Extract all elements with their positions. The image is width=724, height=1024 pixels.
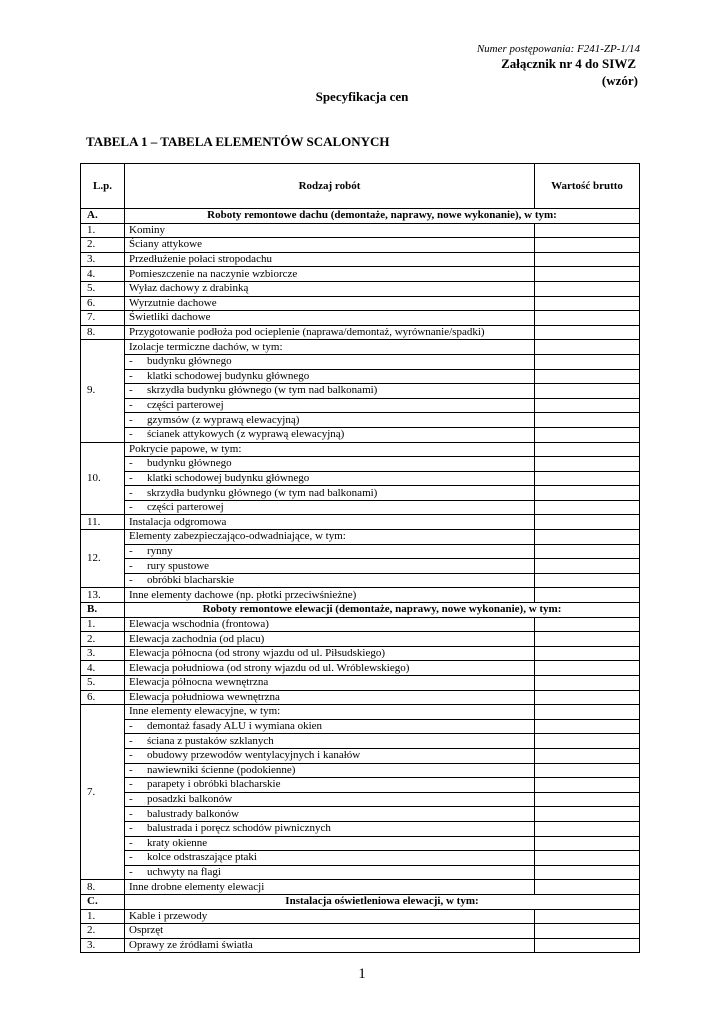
section-row bbox=[81, 603, 640, 618]
sub-row-label bbox=[125, 413, 535, 428]
value-cell[interactable] bbox=[535, 427, 640, 442]
table-row bbox=[81, 938, 640, 953]
dash: - bbox=[129, 471, 133, 484]
table-row bbox=[81, 267, 640, 282]
value-cell[interactable] bbox=[535, 281, 640, 296]
row-number: 10. bbox=[81, 442, 125, 515]
row-number: 2. bbox=[81, 238, 125, 253]
value-cell[interactable] bbox=[535, 486, 640, 501]
sub-row-label bbox=[125, 427, 535, 442]
sub-row bbox=[81, 807, 640, 822]
value-cell[interactable] bbox=[535, 311, 640, 326]
value-cell[interactable] bbox=[535, 748, 640, 763]
value-cell[interactable] bbox=[535, 457, 640, 472]
sub-row-label bbox=[125, 559, 535, 574]
value-cell[interactable] bbox=[535, 573, 640, 588]
value-cell[interactable] bbox=[535, 471, 640, 486]
sub-row bbox=[81, 573, 640, 588]
value-cell[interactable] bbox=[535, 661, 640, 676]
value-cell[interactable] bbox=[535, 836, 640, 851]
table-row bbox=[81, 661, 640, 676]
sub-row-text: nawiewniki ścienne (podokienne) bbox=[147, 763, 296, 776]
table-row bbox=[81, 311, 640, 326]
sub-row-label bbox=[125, 486, 535, 501]
value-cell[interactable] bbox=[535, 369, 640, 384]
row-label: Pokrycie papowe, w tym: bbox=[125, 442, 535, 457]
sub-row-label bbox=[125, 384, 535, 399]
value-cell[interactable] bbox=[535, 690, 640, 705]
section-number: B. bbox=[81, 603, 125, 618]
value-cell[interactable] bbox=[535, 909, 640, 924]
row-label: Elewacja południowa wewnętrzna bbox=[125, 690, 535, 705]
row-label: Świetliki dachowe bbox=[125, 311, 535, 326]
sub-row-text: budynku głównego bbox=[147, 355, 232, 368]
row-label: Elewacja południowa (od strony wjazdu od ul. Wróblewskiego) bbox=[125, 661, 535, 676]
row-number: 6. bbox=[81, 296, 125, 311]
sub-row bbox=[81, 413, 640, 428]
value-cell[interactable] bbox=[535, 296, 640, 311]
row-label: Pomieszczenie na naczynie wzbiorcze bbox=[125, 267, 535, 282]
table-row bbox=[81, 690, 640, 705]
table-row bbox=[81, 705, 640, 720]
sub-row bbox=[81, 821, 640, 836]
row-label: Przygotowanie podłoża pod ocieplenie (naprawa/demontaż, wyrównanie/spadki) bbox=[125, 325, 535, 340]
table-row bbox=[81, 924, 640, 939]
row-number: 7. bbox=[81, 311, 125, 326]
dash: - bbox=[129, 851, 133, 864]
row-label: Elewacja wschodnia (frontowa) bbox=[125, 617, 535, 632]
value-cell[interactable] bbox=[535, 676, 640, 691]
sub-row bbox=[81, 734, 640, 749]
col-type-header: Rodzaj robót bbox=[125, 164, 535, 209]
row-number: 8. bbox=[81, 880, 125, 895]
value-cell[interactable] bbox=[535, 705, 640, 720]
dash: - bbox=[129, 778, 133, 791]
sub-row-label bbox=[125, 354, 535, 369]
table-row bbox=[81, 880, 640, 895]
document-title: Specyfikacja cen bbox=[315, 89, 409, 104]
row-number: 8. bbox=[81, 325, 125, 340]
sub-row-text: gzymsów (z wyprawą elewacyjną) bbox=[147, 413, 300, 426]
sub-row-label bbox=[125, 792, 535, 807]
dash: - bbox=[129, 413, 133, 426]
value-cell[interactable] bbox=[535, 734, 640, 749]
value-cell[interactable] bbox=[535, 267, 640, 282]
row-number: 4. bbox=[81, 267, 125, 282]
sub-row bbox=[81, 763, 640, 778]
row-number: 7. bbox=[81, 705, 125, 880]
row-label: Inne elementy elewacyjne, w tym: bbox=[125, 705, 535, 720]
sub-row-label bbox=[125, 763, 535, 778]
sub-row-label bbox=[125, 471, 535, 486]
value-cell[interactable] bbox=[535, 515, 640, 530]
sub-row bbox=[81, 384, 640, 399]
section-title: Roboty remontowe dachu (demontaże, naprawy, nowe wykonanie), w tym: bbox=[125, 209, 640, 224]
row-label: Kominy bbox=[125, 223, 535, 238]
value-cell[interactable] bbox=[535, 544, 640, 559]
dash: - bbox=[129, 720, 133, 733]
value-cell[interactable] bbox=[535, 238, 640, 253]
sub-row-label bbox=[125, 457, 535, 472]
table-row bbox=[81, 646, 640, 661]
value-cell[interactable] bbox=[535, 719, 640, 734]
sub-row bbox=[81, 719, 640, 734]
value-cell[interactable] bbox=[535, 632, 640, 647]
table-row bbox=[81, 252, 640, 267]
sub-row bbox=[81, 369, 640, 384]
sub-row-label bbox=[125, 778, 535, 793]
row-label: Osprzęt bbox=[125, 924, 535, 939]
procedure-number: Numer postępowania: F241-ZP-1/14 bbox=[476, 43, 640, 55]
value-cell[interactable] bbox=[535, 938, 640, 953]
sub-row-text: kolce odstraszające ptaki bbox=[147, 851, 257, 864]
table-row bbox=[81, 281, 640, 296]
row-number: 12. bbox=[81, 530, 125, 588]
dash: - bbox=[129, 501, 133, 514]
dash: - bbox=[129, 457, 133, 470]
sub-row-label bbox=[125, 865, 535, 880]
dash: - bbox=[129, 822, 133, 835]
dash: - bbox=[129, 384, 133, 397]
sub-row-label bbox=[125, 734, 535, 749]
sub-row-label bbox=[125, 748, 535, 763]
template-label: (wzór) bbox=[601, 73, 638, 88]
row-label: Inne drobne elementy elewacji bbox=[125, 880, 535, 895]
dash: - bbox=[129, 559, 133, 572]
section-row bbox=[81, 894, 640, 909]
sub-row bbox=[81, 398, 640, 413]
table-row bbox=[81, 588, 640, 603]
table-row bbox=[81, 325, 640, 340]
row-label: Izolacje termiczne dachów, w tym: bbox=[125, 340, 535, 355]
sub-row-label bbox=[125, 500, 535, 515]
table-title: TABELA 1 – TABELA ELEMENTÓW SCALONYCH bbox=[86, 134, 390, 149]
value-cell[interactable] bbox=[535, 646, 640, 661]
value-cell[interactable] bbox=[535, 880, 640, 895]
row-number: 3. bbox=[81, 938, 125, 953]
sub-row-text: skrzydła budynku głównego (w tym nad balkonami) bbox=[147, 486, 378, 499]
sub-row-text: części parterowej bbox=[147, 501, 224, 514]
dash: - bbox=[129, 428, 133, 441]
dash: - bbox=[129, 399, 133, 412]
sub-row bbox=[81, 851, 640, 866]
value-cell[interactable] bbox=[535, 792, 640, 807]
value-cell[interactable] bbox=[535, 851, 640, 866]
sub-row-text: obudowy przewodów wentylacyjnych i kanałów bbox=[147, 749, 361, 762]
value-cell[interactable] bbox=[535, 413, 640, 428]
sub-row-label bbox=[125, 398, 535, 413]
sub-row bbox=[81, 457, 640, 472]
sub-row-label bbox=[125, 807, 535, 822]
sub-row-label bbox=[125, 573, 535, 588]
dash: - bbox=[129, 486, 133, 499]
value-cell[interactable] bbox=[535, 865, 640, 880]
value-cell[interactable] bbox=[535, 778, 640, 793]
sub-row bbox=[81, 778, 640, 793]
sub-row-label bbox=[125, 719, 535, 734]
sub-row bbox=[81, 427, 640, 442]
row-number: 3. bbox=[81, 646, 125, 661]
row-label: Oprawy ze źródłami światła bbox=[125, 938, 535, 953]
value-cell[interactable] bbox=[535, 223, 640, 238]
value-cell[interactable] bbox=[535, 354, 640, 369]
sub-row-text: ścianek attykowych (z wyprawą elewacyjną) bbox=[147, 428, 345, 441]
row-number: 1. bbox=[81, 909, 125, 924]
row-label: Elementy zabezpieczająco-odwadniające, w tym: bbox=[125, 530, 535, 545]
value-cell[interactable] bbox=[535, 398, 640, 413]
table-row bbox=[81, 296, 640, 311]
sub-row-text: budynku głównego bbox=[147, 457, 232, 470]
row-number: 6. bbox=[81, 690, 125, 705]
sub-row-label bbox=[125, 836, 535, 851]
row-label: Wyłaz dachowy z drabinką bbox=[125, 281, 535, 296]
dash: - bbox=[129, 355, 133, 368]
dash: - bbox=[129, 763, 133, 776]
section-row bbox=[81, 209, 640, 224]
sub-row-text: rury spustowe bbox=[147, 559, 210, 572]
row-number: 2. bbox=[81, 924, 125, 939]
sub-row-label bbox=[125, 369, 535, 384]
sub-row-text: kraty okienne bbox=[147, 836, 208, 849]
sub-row-text: części parterowej bbox=[147, 399, 224, 412]
value-cell[interactable] bbox=[535, 530, 640, 545]
value-cell[interactable] bbox=[535, 617, 640, 632]
sub-row bbox=[81, 792, 640, 807]
table-row bbox=[81, 238, 640, 253]
row-label: Kable i przewody bbox=[125, 909, 535, 924]
col-lp-header: L.p. bbox=[81, 164, 125, 209]
sub-row-text: obróbki blacharskie bbox=[147, 574, 235, 587]
row-label: Instalacja odgromowa bbox=[125, 515, 535, 530]
table-header-row bbox=[81, 164, 640, 209]
sub-row-label bbox=[125, 821, 535, 836]
sub-row-text: klatki schodowej budynku głównego bbox=[147, 471, 310, 484]
sub-row-text: ściana z pustaków szklanych bbox=[147, 734, 274, 747]
sub-row-label bbox=[125, 851, 535, 866]
dash: - bbox=[129, 734, 133, 747]
table-row bbox=[81, 909, 640, 924]
table-row bbox=[81, 442, 640, 457]
value-cell[interactable] bbox=[535, 340, 640, 355]
col-value-header: Wartość brutto bbox=[535, 164, 640, 209]
value-cell[interactable] bbox=[535, 821, 640, 836]
section-title: Roboty remontowe elewacji (demontaże, naprawy, nowe wykonanie), w tym: bbox=[125, 603, 640, 618]
row-number: 11. bbox=[81, 515, 125, 530]
row-number: 13. bbox=[81, 588, 125, 603]
value-cell[interactable] bbox=[535, 807, 640, 822]
row-number: 5. bbox=[81, 676, 125, 691]
dash: - bbox=[129, 866, 133, 879]
value-cell[interactable] bbox=[535, 763, 640, 778]
sub-row bbox=[81, 486, 640, 501]
dash: - bbox=[129, 836, 133, 849]
table-row bbox=[81, 530, 640, 545]
sub-row-text: parapety i obróbki blacharskie bbox=[147, 778, 281, 791]
table-row bbox=[81, 676, 640, 691]
value-cell[interactable] bbox=[535, 325, 640, 340]
value-cell[interactable] bbox=[535, 442, 640, 457]
dash: - bbox=[129, 749, 133, 762]
table-row bbox=[81, 340, 640, 355]
value-cell[interactable] bbox=[535, 500, 640, 515]
sub-row bbox=[81, 559, 640, 574]
sub-row bbox=[81, 471, 640, 486]
row-label: Elewacja północna wewnętrzna bbox=[125, 676, 535, 691]
dash: - bbox=[129, 793, 133, 806]
sub-row-text: rynny bbox=[147, 544, 173, 557]
value-cell[interactable] bbox=[535, 559, 640, 574]
page-number: 1 bbox=[358, 966, 366, 982]
sub-row-text: posadzki balkonów bbox=[147, 793, 233, 806]
value-cell[interactable] bbox=[535, 384, 640, 399]
row-number: 5. bbox=[81, 281, 125, 296]
value-cell[interactable] bbox=[535, 588, 640, 603]
price-table bbox=[80, 163, 640, 953]
row-number: 2. bbox=[81, 632, 125, 647]
table-row bbox=[81, 617, 640, 632]
sub-row bbox=[81, 748, 640, 763]
row-number: 1. bbox=[81, 223, 125, 238]
row-label: Elewacja zachodnia (od placu) bbox=[125, 632, 535, 647]
dash: - bbox=[129, 807, 133, 820]
sub-row bbox=[81, 500, 640, 515]
table-row bbox=[81, 515, 640, 530]
sub-row-text: skrzydła budynku głównego (w tym nad balkonami) bbox=[147, 384, 378, 397]
dash: - bbox=[129, 544, 133, 557]
attachment-label: Załącznik nr 4 do SIWZ bbox=[501, 56, 636, 71]
sub-row bbox=[81, 544, 640, 559]
sub-row bbox=[81, 865, 640, 880]
row-label: Przedłużenie połaci stropodachu bbox=[125, 252, 535, 267]
row-number: 3. bbox=[81, 252, 125, 267]
value-cell[interactable] bbox=[535, 252, 640, 267]
section-number: C. bbox=[81, 894, 125, 909]
sub-row bbox=[81, 354, 640, 369]
dash: - bbox=[129, 574, 133, 587]
row-label: Ściany attykowe bbox=[125, 238, 535, 253]
dash: - bbox=[129, 369, 133, 382]
table-row bbox=[81, 632, 640, 647]
sub-row-text: balustrada i poręcz schodów piwnicznych bbox=[147, 822, 331, 835]
row-number: 1. bbox=[81, 617, 125, 632]
sub-row-label bbox=[125, 544, 535, 559]
sub-row-text: uchwyty na flagi bbox=[147, 866, 221, 879]
table-row bbox=[81, 223, 640, 238]
row-label: Wyrzutnie dachowe bbox=[125, 296, 535, 311]
sub-row-text: klatki schodowej budynku głównego bbox=[147, 369, 310, 382]
row-number: 9. bbox=[81, 340, 125, 442]
row-number: 4. bbox=[81, 661, 125, 676]
value-cell[interactable] bbox=[535, 924, 640, 939]
sub-row-text: balustrady balkonów bbox=[147, 807, 239, 820]
section-title: Instalacja oświetleniowa elewacji, w tym: bbox=[125, 894, 640, 909]
row-label: Elewacja północna (od strony wjazdu od ul. Piłsudskiego) bbox=[125, 646, 535, 661]
sub-row-text: demontaż fasady ALU i wymiana okien bbox=[147, 720, 323, 733]
row-label: Inne elementy dachowe (np. płotki przeciwśnieżne) bbox=[125, 588, 535, 603]
sub-row bbox=[81, 836, 640, 851]
section-number: A. bbox=[81, 209, 125, 224]
